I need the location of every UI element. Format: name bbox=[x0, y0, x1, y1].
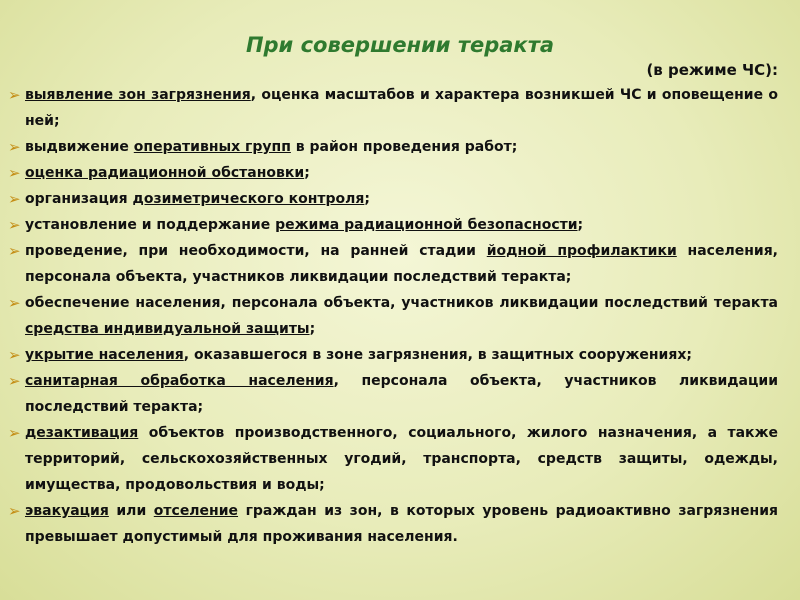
underlined-term: йодной профилактики bbox=[486, 243, 677, 259]
list-item bbox=[8, 212, 778, 238]
item-text: организация bbox=[25, 191, 133, 207]
underlined-term: оперативных групп bbox=[133, 139, 291, 155]
slide-subtitle: (в режиме ЧС): bbox=[646, 61, 778, 79]
arrow-bullet-icon: ➢ bbox=[8, 190, 21, 208]
list-item bbox=[8, 420, 778, 498]
arrow-bullet-icon: ➢ bbox=[8, 164, 21, 182]
arrow-bullet-icon: ➢ bbox=[8, 502, 21, 520]
item-text: в район проведения работ; bbox=[290, 139, 518, 155]
measures-list bbox=[8, 82, 778, 550]
underlined-term: отселение bbox=[153, 503, 239, 519]
underlined-term: дозиметрического контроля bbox=[132, 191, 365, 207]
item-text: обеспечение населения, персонала объекта, участников ликвидации последствий теракта bbox=[25, 295, 778, 311]
item-text: граждан из зон, в которых уровень радиоактивно загрязнения превышает допустимый для проживания населения. bbox=[25, 503, 778, 545]
item-text: ; bbox=[577, 217, 584, 233]
item-text: установление и поддержание bbox=[25, 217, 276, 233]
underlined-term: дезактивация bbox=[25, 425, 139, 441]
underlined-term: укрытие населения bbox=[25, 347, 184, 363]
underlined-term: режима радиационной безопасности bbox=[275, 217, 578, 233]
item-text: выдвижение bbox=[25, 139, 134, 155]
arrow-bullet-icon: ➢ bbox=[8, 424, 21, 442]
item-text: проведение, при необходимости, на ранней стадии bbox=[25, 243, 487, 259]
arrow-bullet-icon: ➢ bbox=[8, 294, 21, 312]
slide-title: При совершении теракта bbox=[245, 33, 555, 57]
arrow-bullet-icon: ➢ bbox=[8, 372, 21, 390]
list-item bbox=[8, 342, 778, 368]
underlined-term: эвакуация bbox=[25, 503, 109, 519]
list-item bbox=[8, 186, 778, 212]
item-text: населения, персонала объекта, участников ликвидации последствий теракта; bbox=[25, 243, 779, 285]
underlined-term: оценка радиационной обстановки bbox=[25, 165, 305, 181]
list-item bbox=[8, 238, 778, 290]
item-text: или bbox=[108, 503, 154, 519]
arrow-bullet-icon: ➢ bbox=[8, 216, 21, 234]
item-text: , оказавшегося в зоне загрязнения, в защитных сооружениях; bbox=[183, 347, 692, 363]
item-text: ; bbox=[309, 321, 316, 337]
list-item bbox=[8, 368, 778, 420]
list-item bbox=[8, 134, 778, 160]
underlined-term: средства индивидуальной защиты bbox=[25, 321, 310, 337]
arrow-bullet-icon: ➢ bbox=[8, 138, 21, 156]
arrow-bullet-icon: ➢ bbox=[8, 346, 21, 364]
item-text: , оценка масштабов и характера возникшей ЧС и оповещение о ней; bbox=[25, 87, 778, 129]
item-text: ; bbox=[304, 165, 310, 181]
list-item bbox=[8, 498, 778, 550]
underlined-term: санитарная обработка населения bbox=[25, 373, 334, 389]
item-text: , персонала объекта, участников ликвидации последствий теракта; bbox=[25, 373, 779, 415]
item-text: ; bbox=[364, 191, 370, 207]
arrow-bullet-icon: ➢ bbox=[8, 242, 21, 260]
list-item bbox=[8, 160, 778, 186]
item-text: объектов производственного, социального, жилого назначения, а также территорий, сельскохозяйственных угодий, транспорта, средств защиты, одежды, имущества, продовольствия и воды; bbox=[25, 425, 778, 493]
arrow-bullet-icon: ➢ bbox=[8, 86, 21, 104]
underlined-term: выявление зон загрязнения bbox=[25, 87, 251, 103]
list-item bbox=[8, 290, 778, 342]
list-item bbox=[8, 82, 778, 134]
